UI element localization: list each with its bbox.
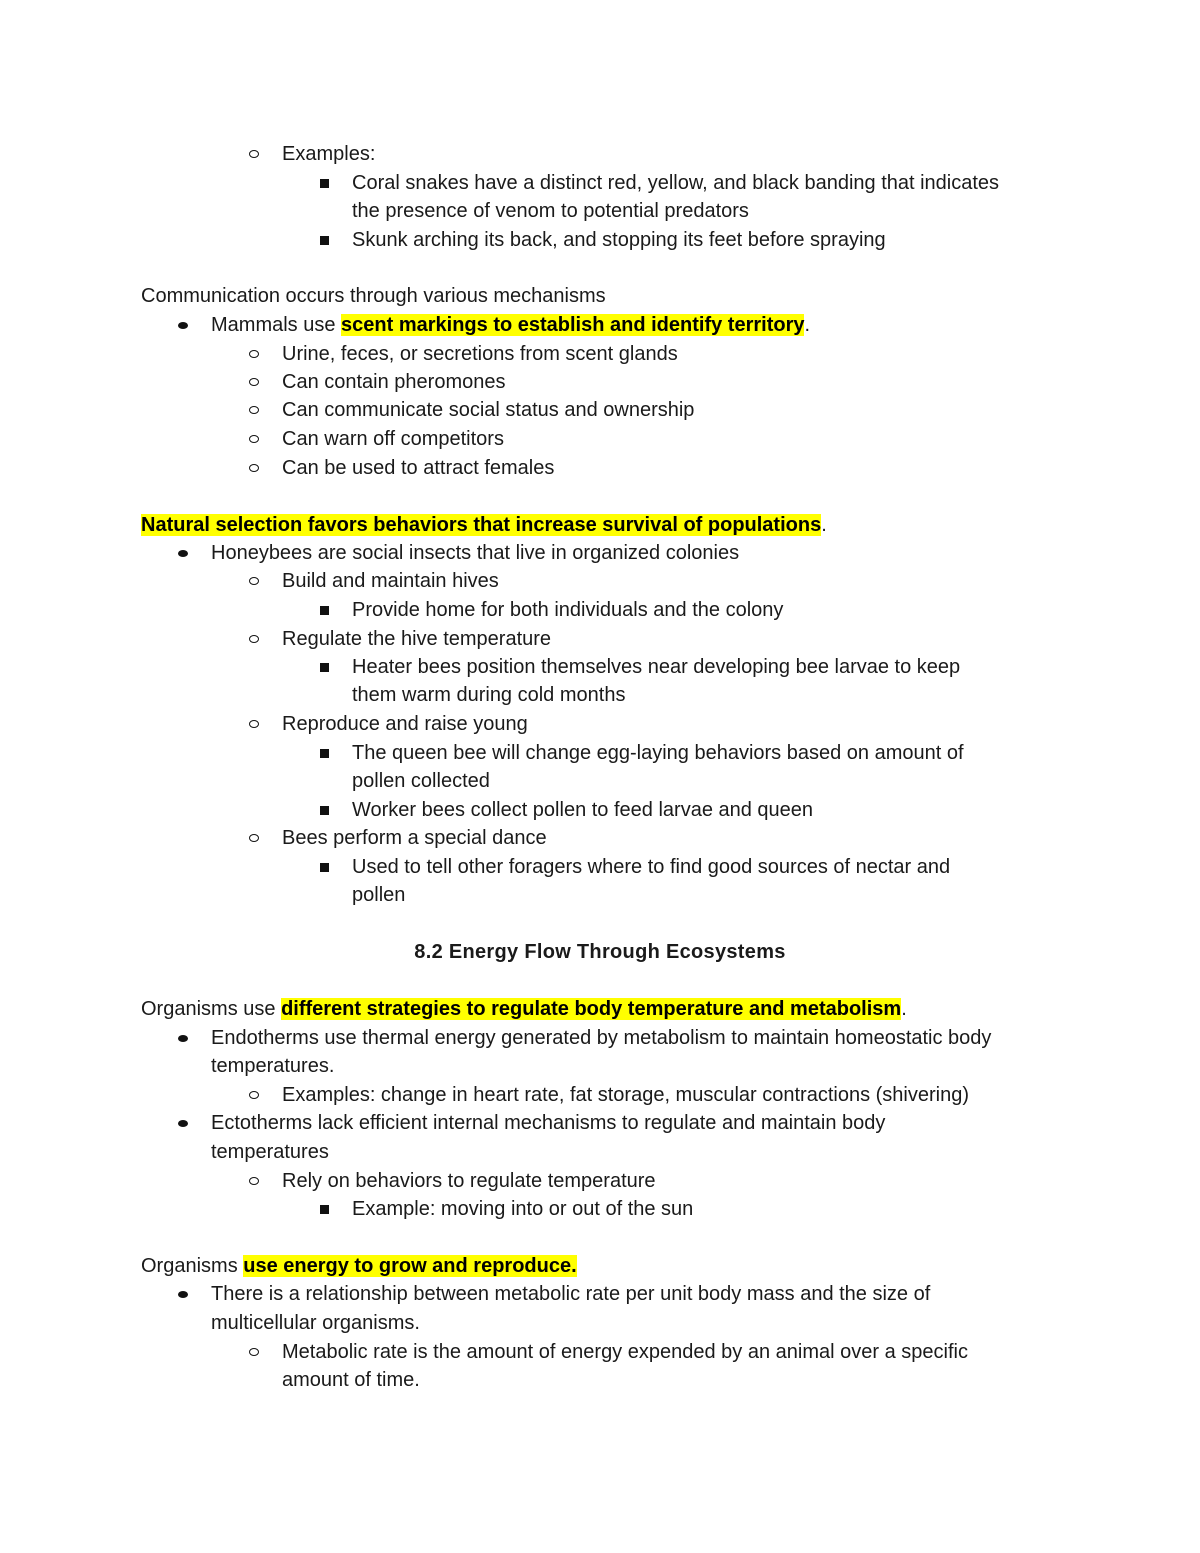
list-item: Endotherms use thermal energy generated by metabolism to maintain homeostatic body xyxy=(211,1024,991,1052)
list-item-continuation: them warm during cold months xyxy=(352,684,626,706)
circle-bullet-icon xyxy=(249,1177,259,1185)
disc-bullet-icon xyxy=(178,1035,188,1042)
list-item: Urine, feces, or secretions from scent glands xyxy=(282,340,678,368)
list-item: The queen bee will change egg-laying behaviors based on amount of xyxy=(352,739,964,767)
highlight: Natural selection favors behaviors that increase survival of populations xyxy=(141,514,822,536)
list-item: Reproduce and raise young xyxy=(282,710,528,738)
list-item: Heater bees position themselves near developing bee larvae to keep xyxy=(352,653,960,681)
paragraph: Communication occurs through various mechanisms xyxy=(141,285,606,307)
list-item: Provide home for both individuals and the colony xyxy=(352,596,783,624)
list-item: Skunk arching its back, and stopping its feet before spraying xyxy=(352,226,886,254)
list-item: Used to tell other foragers where to find good sources of nectar and xyxy=(352,853,950,881)
disc-bullet-icon xyxy=(178,1291,188,1298)
list-item: Regulate the hive temperature xyxy=(282,625,551,653)
list-item: Can be used to attract females xyxy=(282,454,554,482)
list-item: Coral snakes have a distinct red, yellow, and black banding that indicates xyxy=(352,169,999,197)
square-bullet-icon xyxy=(320,179,329,188)
circle-bullet-icon xyxy=(249,350,259,358)
square-bullet-icon xyxy=(320,1205,329,1214)
circle-bullet-icon xyxy=(249,720,259,728)
disc-bullet-icon xyxy=(178,322,188,329)
list-item: Rely on behaviors to regulate temperature xyxy=(282,1167,656,1195)
circle-bullet-icon xyxy=(249,464,259,472)
list-item: Metabolic rate is the amount of energy expended by an animal over a specific xyxy=(282,1338,968,1366)
list-item: Example: moving into or out of the sun xyxy=(352,1195,693,1223)
list-item-continuation: pollen collected xyxy=(352,770,490,792)
list-item-continuation: amount of time. xyxy=(282,1369,420,1391)
list-item: Examples: xyxy=(282,140,375,168)
list-item: There is a relationship between metabolic rate per unit body mass and the size of xyxy=(211,1280,930,1308)
square-bullet-icon xyxy=(320,236,329,245)
list-item: Examples: change in heart rate, fat storage, muscular contractions (shivering) xyxy=(282,1081,969,1109)
list-item: Bees perform a special dance xyxy=(282,824,547,852)
highlight: scent markings to establish and identify territory xyxy=(341,314,805,336)
list-item: Can contain pheromones xyxy=(282,368,505,396)
circle-bullet-icon xyxy=(249,635,259,643)
list-item-continuation: multicellular organisms. xyxy=(211,1312,420,1334)
circle-bullet-icon xyxy=(249,378,259,386)
list-item: Can communicate social status and ownership xyxy=(282,396,694,424)
list-item: Build and maintain hives xyxy=(282,567,499,595)
disc-bullet-icon xyxy=(178,1120,188,1127)
list-item-continuation: temperatures xyxy=(211,1141,329,1163)
section-heading: 8.2 Energy Flow Through Ecosystems xyxy=(414,941,786,963)
paragraph: Natural selection favors behaviors that increase survival of populations. xyxy=(141,514,827,536)
circle-bullet-icon xyxy=(249,406,259,414)
list-item: Ectotherms lack efficient internal mechanisms to regulate and maintain body xyxy=(211,1109,885,1137)
square-bullet-icon xyxy=(320,863,329,872)
circle-bullet-icon xyxy=(249,150,259,158)
circle-bullet-icon xyxy=(249,1348,259,1356)
paragraph: Organisms use energy to grow and reproduce. xyxy=(141,1255,577,1277)
list-item: Honeybees are social insects that live in organized colonies xyxy=(211,539,739,567)
square-bullet-icon xyxy=(320,663,329,672)
list-item: Worker bees collect pollen to feed larvae and queen xyxy=(352,796,813,824)
disc-bullet-icon xyxy=(178,550,188,557)
paragraph: Organisms use different strategies to regulate body temperature and metabolism. xyxy=(141,998,907,1020)
circle-bullet-icon xyxy=(249,577,259,585)
square-bullet-icon xyxy=(320,749,329,758)
list-item: Mammals use scent markings to establish and identify territory. xyxy=(211,311,810,339)
list-item-continuation: pollen xyxy=(352,884,406,906)
list-item-continuation: the presence of venom to potential predators xyxy=(352,200,749,222)
list-item: Can warn off competitors xyxy=(282,425,504,453)
circle-bullet-icon xyxy=(249,1091,259,1099)
highlight: use energy to grow and reproduce. xyxy=(243,1255,577,1277)
square-bullet-icon xyxy=(320,606,329,615)
circle-bullet-icon xyxy=(249,834,259,842)
circle-bullet-icon xyxy=(249,435,259,443)
square-bullet-icon xyxy=(320,806,329,815)
list-item-continuation: temperatures. xyxy=(211,1055,335,1077)
highlight: different strategies to regulate body temperature and metabolism xyxy=(281,998,902,1020)
